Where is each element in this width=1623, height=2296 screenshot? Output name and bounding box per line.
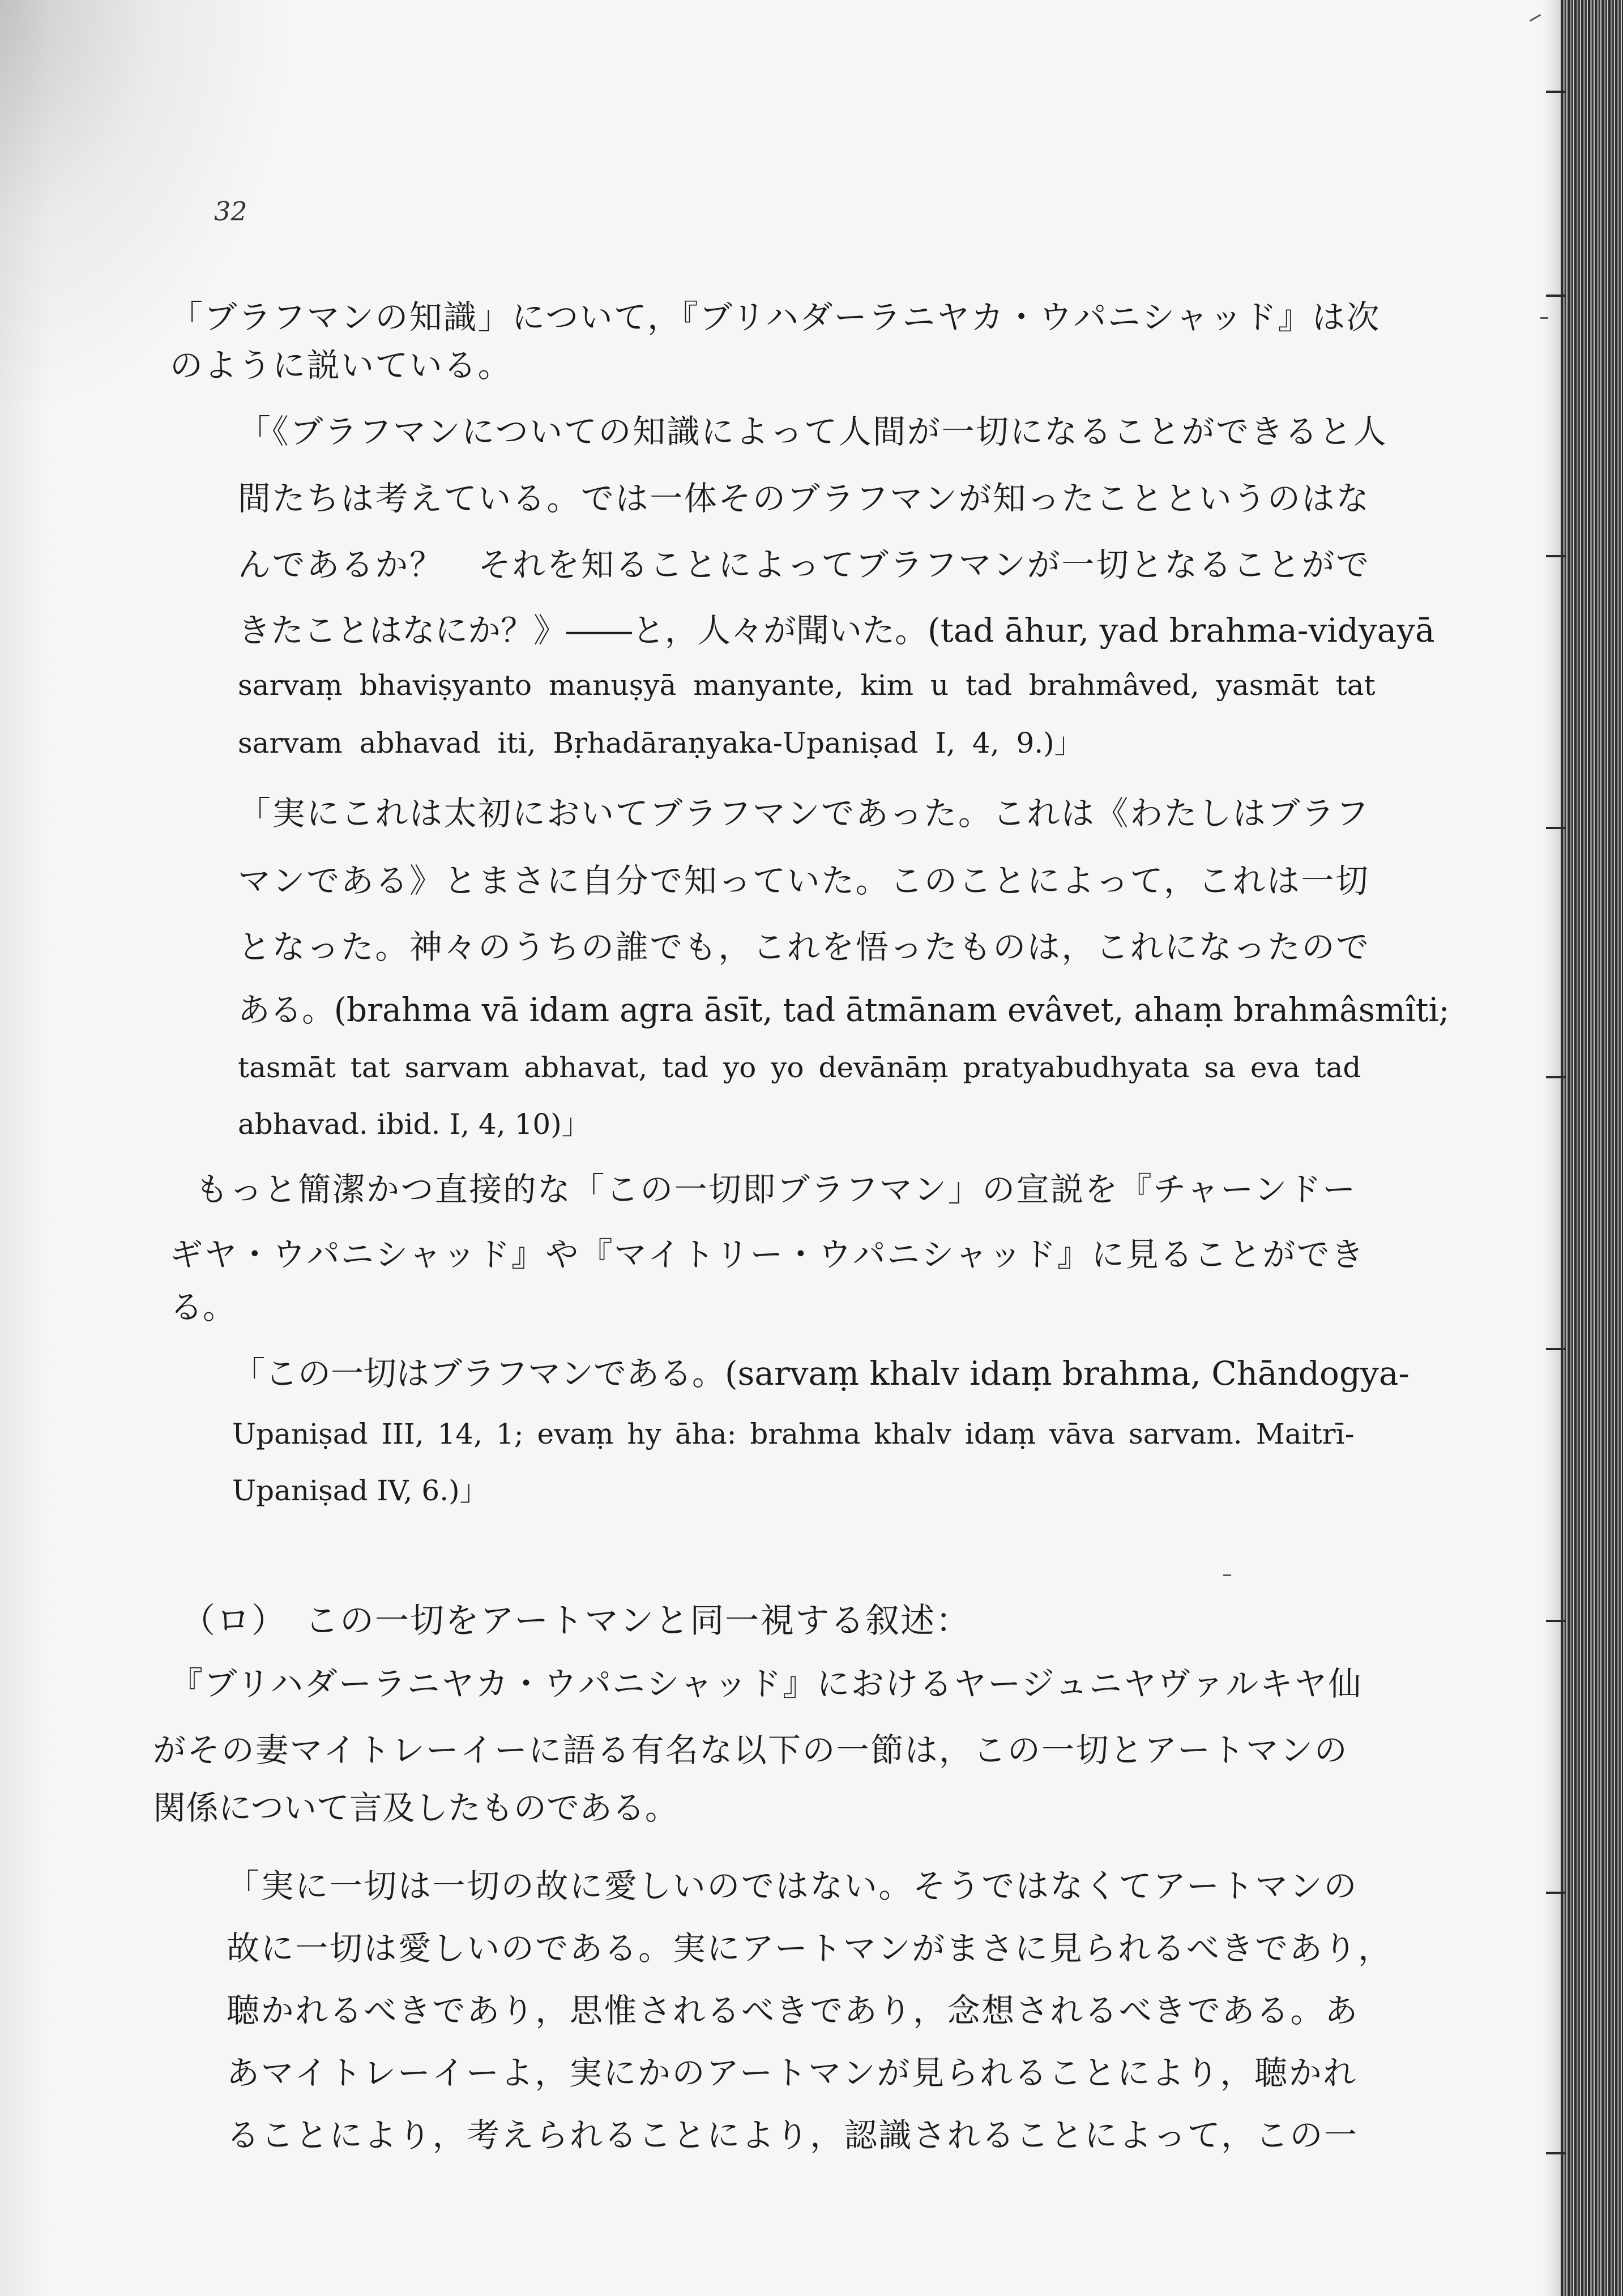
paragraph-2-line-2: ギヤ・ウパニシャッド』や『マイトリー・ウパニシャッド』に見ることができ [170,1235,1365,1274]
quote-3-line-2: Upaniṣad III, 14, 1; evaṃ hy āha: brahma khalv idaṃ vāva sarvam. Maitrī- [232,1418,1355,1450]
section-heading: （ロ） この一切をアートマンと同一視する叙述： [181,1601,971,1641]
scan-mark [1530,14,1541,22]
scan-mark [1540,317,1548,319]
quote-3-line-1: 「この一切はブラフマンである。(sarvaṃ khalv idaṃ brahma, Chāndogya- [232,1354,1410,1393]
book-spine [1561,0,1623,2296]
spine-tick [1546,1892,1566,1894]
quote-1-line-2: 間たちは考えている。では一体そのブラフマンが知ったことというのはな [238,479,1370,518]
paragraph-3-line-3: 関係について言及したものである。 [153,1789,678,1827]
paragraph-2-line-3: る。 [170,1288,236,1326]
quote-4-line-2: 故に一切は愛しいのである。実にアートマンがまさに見られるべきであり， [227,1929,1393,1968]
spine-tick [1546,555,1566,557]
quote-1-line-4: きたことはなにか？》――と，人々が聞いた。(tad āhur, yad brahma-vidyayā [238,611,1435,650]
quote-2-line-3: となった。神々のうちの誰でも，これを悟ったものは，これになったので [238,928,1370,966]
quote-2-line-1: 「実にこれは太初においてブラフマンであった。これは《わたしはブラフ [238,794,1370,833]
paragraph-3-line-2: がその妻マイトレーイーに語る有名な以下の一節は，この一切とアートマンの [153,1731,1349,1769]
spine-tick [1546,1076,1566,1078]
paragraph-2-line-1: もっと簡潔かつ直接的な「この一切即ブラフマン」の宣説を『チャーンドー [195,1170,1357,1209]
quote-2-line-2: マンである》とまさに自分で知っていた。このことによって，これは一切 [238,861,1370,900]
book-spine-shadow [1543,0,1561,2296]
quote-2-line-5: tasmāt tat sarvam abhavat, tad yo yo devānāṃ pratyabudhyata sa eva tad [238,1051,1361,1084]
paragraph-3-line-1: 『ブリハダーラニヤカ・ウパニシャッド』におけるヤージュニヤヴァルキヤ仙 [170,1665,1363,1703]
quote-4-line-1: 「実に一切は一切の故に愛しいのではない。そうではなくてアートマンの [227,1867,1359,1905]
quote-1-line-3: んであるか？ それを知ることによってブラフマンが一切となることがで [238,545,1370,584]
spine-tick [1546,827,1566,829]
paragraph-1-line-2: のように説いている。 [170,346,512,385]
quote-4-line-3: 聴かれるべきであり，思惟されるべきであり，念想されるべきである。あ [227,1991,1359,2030]
spine-tick [1546,1348,1566,1350]
quote-4-line-4: あマイトレーイーよ，実にかのアートマンが見られることにより，聴かれ [227,2054,1357,2092]
spine-tick [1546,295,1566,297]
quote-1-line-1: 「《ブラフマンについての知識によって人間が一切になることができると人 [238,412,1388,451]
page-number: 32 [214,196,247,227]
quote-1-line-5: sarvaṃ bhaviṣyanto manuṣyā manyante, kim u tad brahmâved, yasmāt tat [238,669,1376,702]
spine-tick [1546,1620,1566,1622]
quote-2-line-4: ある。(brahma vā idam agra āsīt, tad ātmānam evâvet, ahaṃ brahmâsmîti; [238,991,1450,1029]
quote-1-line-6: sarvam abhavad iti, Bṛhadāraṇyaka-Upaniṣad I, 4, 9.)」 [238,727,1083,759]
paragraph-1-line-1: 「ブラフマンの知識」について，『ブリハダーラニヤカ・ウパニシャッド』は次 [170,298,1381,336]
quote-4-line-5: ることにより，考えられることにより，認識されることによって，この一 [227,2116,1359,2154]
scan-mark [1223,1574,1231,1576]
spine-tick [1546,91,1566,93]
spine-tick [1546,2152,1566,2154]
quote-2-line-6: abhavad. ibid. I, 4, 10)」 [238,1108,590,1141]
quote-3-line-3: Upaniṣad IV, 6.)」 [232,1474,488,1507]
